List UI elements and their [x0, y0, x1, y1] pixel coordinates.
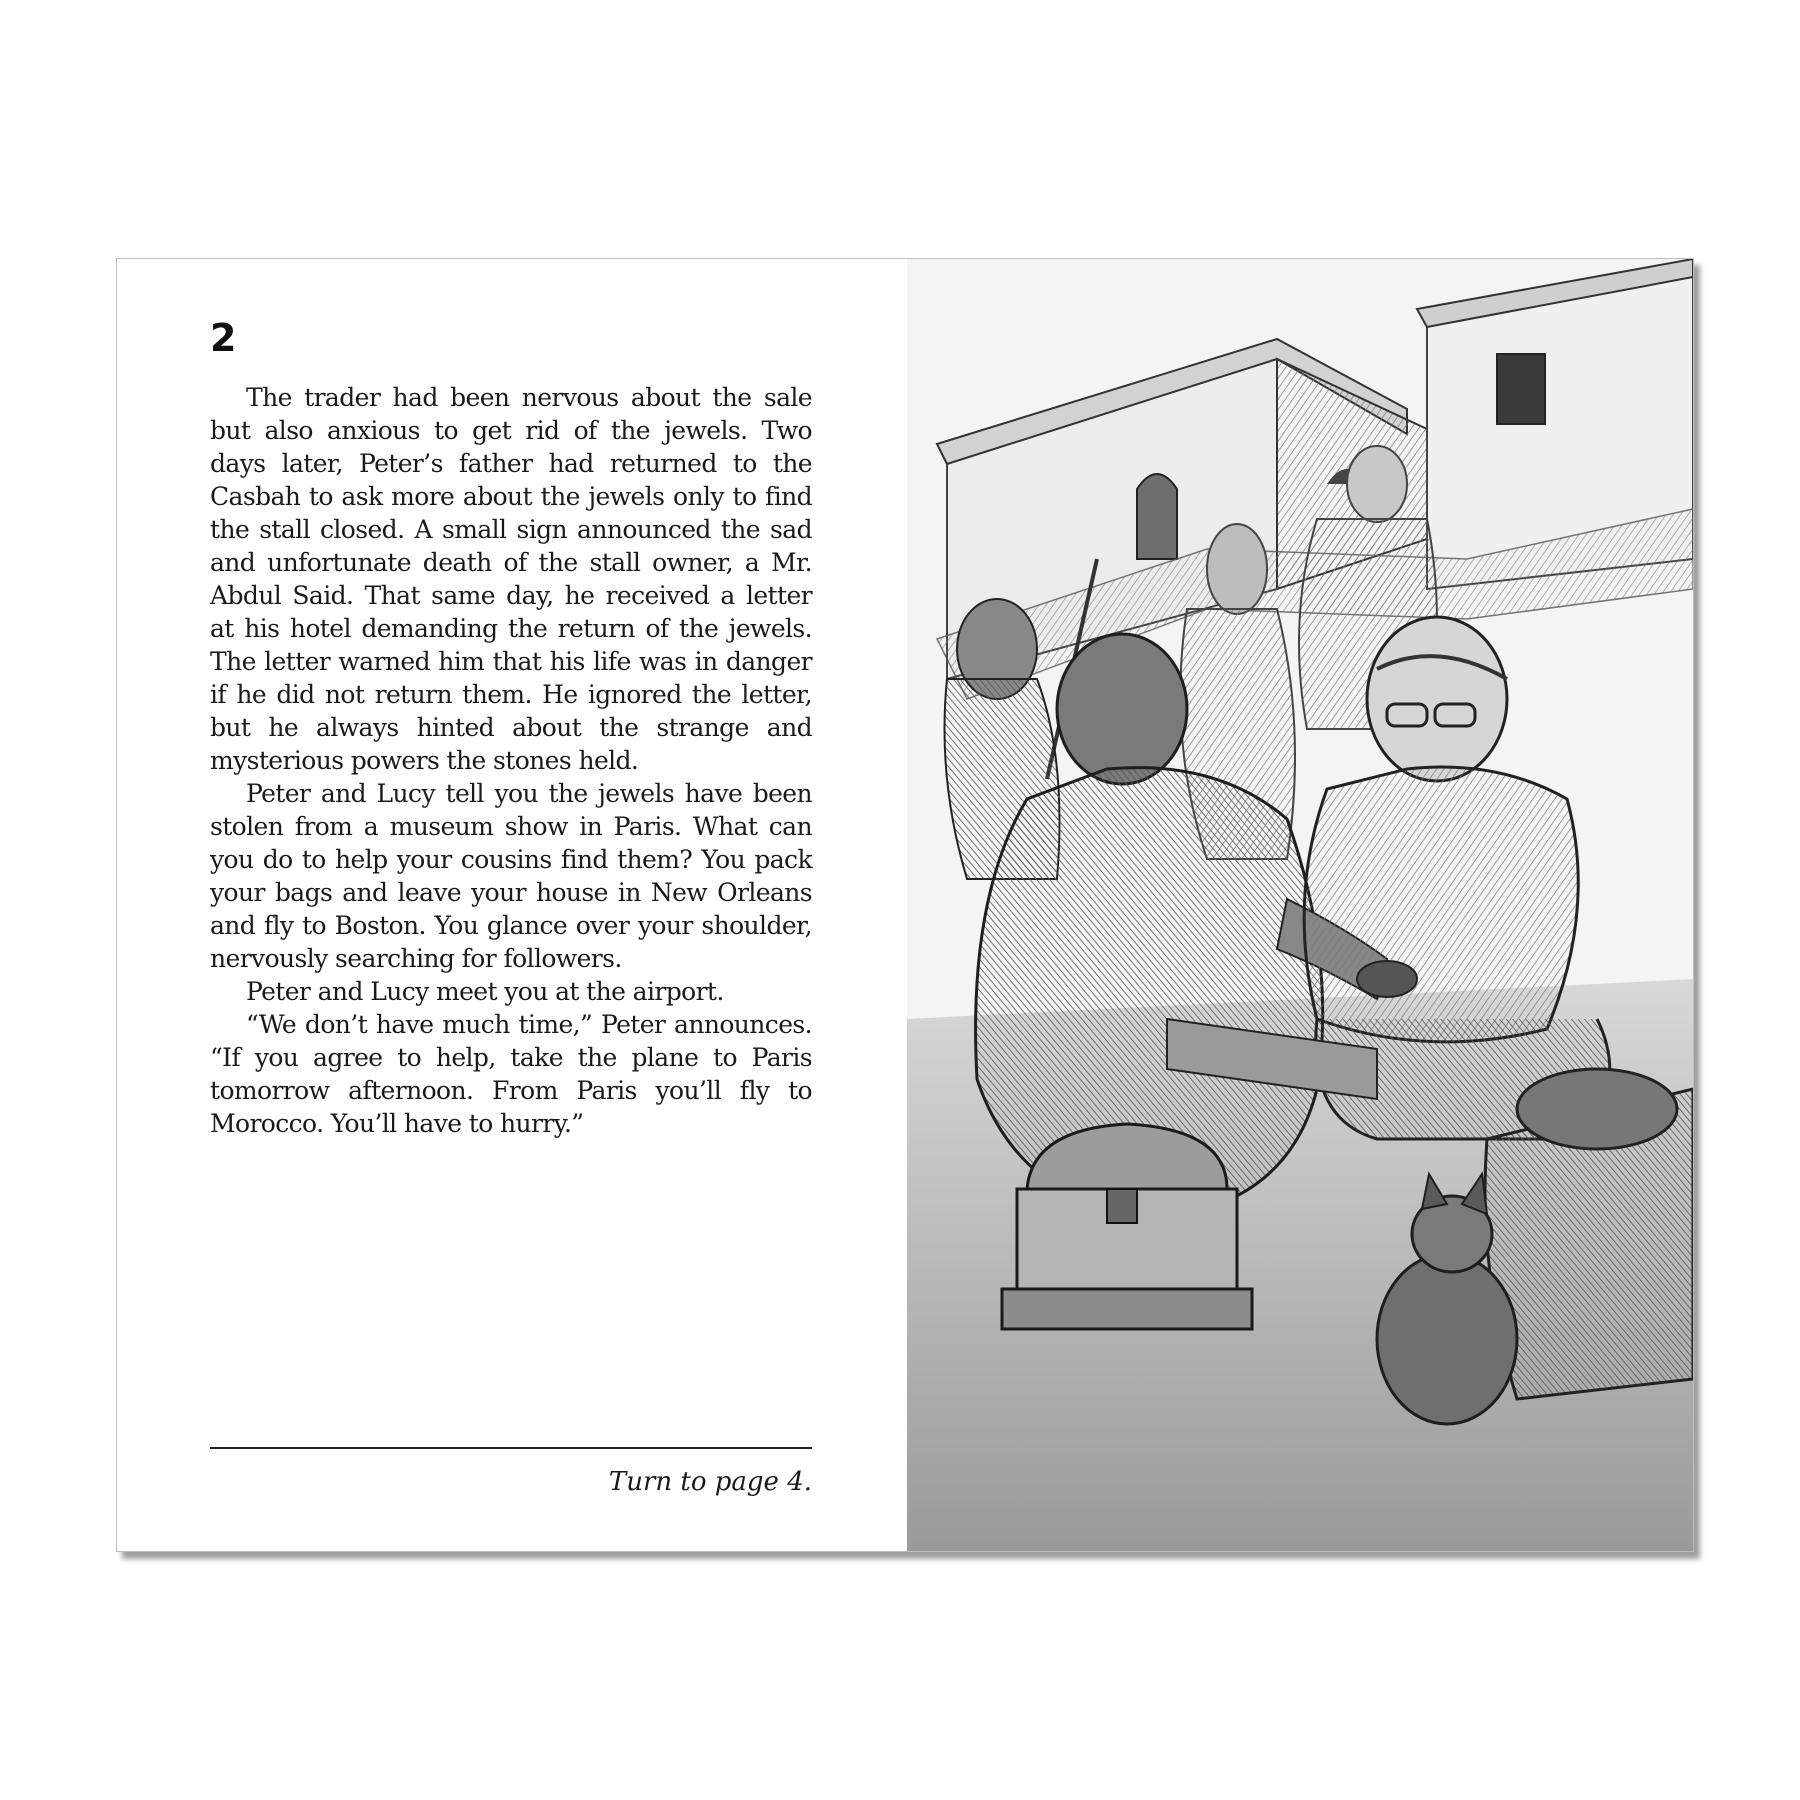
page-number: 2 [210, 316, 237, 360]
turn-to-page-link[interactable]: Turn to page 4. [608, 1467, 812, 1497]
story-paragraph: “We don’t have much time,” Peter announces. “If you agree to help, take the plane to Paris tomorrow afternoon. From Paris you’ll fly to Morocco. You’ll have to hurry.” [210, 1010, 812, 1138]
pencil-sketch-image [907, 259, 1693, 1551]
story-text [210, 381, 812, 1140]
story-paragraph: The trader had been nervous about the sale but also anxious to get rid of the jewels. Two days later, Peter’s father had returned to the Casbah to ask more about the jewels only to find the stall closed. A small sign announced the sad and unfortunate death of the stall owner, a Mr. Abdul Said. That same day, he received a letter at his hotel demanding the return of the jewels. The letter warned him that his life was in danger if he did not return them. He ignored the letter, but he always hinted about the strange and mysterious powers the stones held. [210, 383, 812, 775]
left-page [117, 259, 907, 1551]
market-illustration [907, 259, 1693, 1551]
book-spread [116, 258, 1694, 1552]
story-paragraph: Peter and Lucy tell you the jewels have been stolen from a museum show in Paris. What can you do to help your cousins find them? You pack your bags and leave your house in New Orleans and fly to Boston. You glance over your shoulder, nervously searching for followers. [210, 779, 812, 973]
footer-divider [210, 1447, 812, 1449]
story-paragraph: Peter and Lucy meet you at the airport. [246, 977, 724, 1006]
